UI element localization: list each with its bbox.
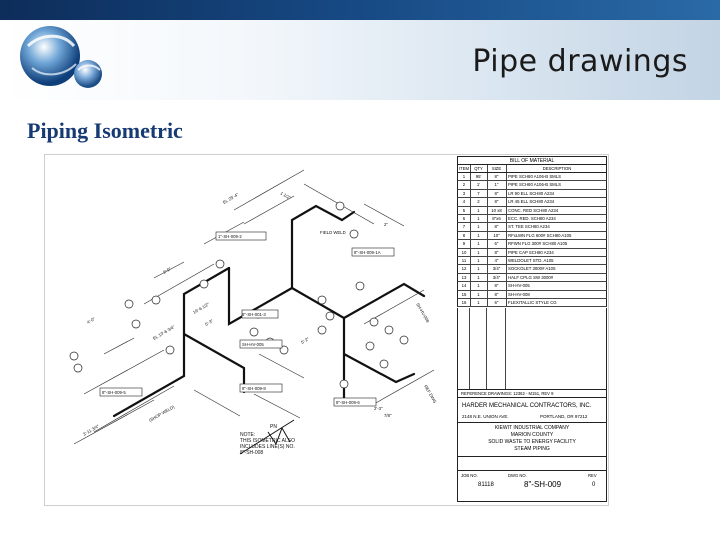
bom-desc-cell: PIPE SCH80 A106-B SMLS: [508, 182, 562, 188]
bom-desc-cell: SH-HV-008: [508, 291, 530, 297]
bom-size-cell: 8": [487, 291, 507, 298]
bom-desc-cell: RFWN FLG 300# SCH80 A105: [508, 241, 568, 247]
bom-qty-cell: 1: [470, 257, 488, 264]
drawing-note: NOTE: THIS ISOMETRIC ALSO INCLUDES LINE(S) NO. 8"-SH-008: [240, 432, 296, 456]
bom-desc-cell: SH-HV-005: [508, 283, 530, 289]
dimension-label: (SHOP WELD): [148, 404, 176, 423]
bom-item-cell: 7: [458, 223, 471, 230]
bom-item-cell: 3: [458, 190, 471, 197]
bom-header-row: ITEM QTY SIZE DESCRIPTION: [457, 165, 607, 173]
bom-item-cell: 14: [458, 282, 471, 289]
company-name: HARDER MECHANICAL CONTRACTORS, INC.: [462, 403, 592, 409]
bom-desc-cell: HALF CPLG SW 3000#: [508, 274, 554, 280]
globe-logo-icon: [14, 24, 110, 96]
dimension-label: EL 25'-4": [222, 191, 240, 205]
bom-row: [457, 198, 607, 206]
bom-row: [457, 190, 607, 198]
project-line: KIEWIT INDUSTRIAL COMPANY: [494, 425, 570, 431]
bom-size-cell: 6": [487, 299, 507, 306]
line-label: SH-HV-005: [242, 342, 264, 347]
job-no-label: JOB NO.: [461, 473, 478, 478]
bom-qty-cell: 2: [470, 198, 488, 205]
company-address: 2148 N.E. UNION AVE.: [462, 414, 509, 419]
isometric-drawing: [44, 154, 609, 506]
bom-size-cell: 8": [487, 173, 507, 180]
dimension-label: SH-HV-008: [415, 302, 431, 324]
bom-item-cell: 9: [458, 240, 471, 247]
bom-desc-cell: PIPE SCH80 A106-B SMLS: [508, 174, 562, 179]
line-label: 8"-SH-009-8: [242, 386, 266, 391]
dimension-label: 3'-0": [162, 266, 172, 275]
bom-size-cell: 3/4": [487, 265, 507, 272]
bom-size-cell: 10": [487, 232, 507, 239]
bom-qty-cell: 1: [470, 299, 488, 306]
bom-qty-cell: 1: [470, 240, 488, 247]
dimension-label: 2'-3": [374, 406, 383, 411]
bom-row: [457, 240, 607, 248]
bom-qty-cell: 1': [470, 181, 488, 188]
bom-qty-cell: 95': [470, 173, 488, 180]
bom-size-cell: 8": [487, 249, 507, 256]
bom-empty-rows: [457, 308, 607, 390]
line-label: 1"-SH-009-2: [218, 234, 242, 239]
bom-item-cell: 10: [458, 249, 471, 256]
rev-value: 0: [592, 482, 596, 488]
dimension-label: 3'-11 3/4": [82, 423, 100, 437]
bom-row: [457, 215, 607, 223]
bom-qty-cell: 1: [470, 223, 488, 230]
bom-qty-cell: 1: [470, 291, 488, 298]
bom-qty-cell: 1: [470, 215, 488, 222]
bom-size-cell: 8": [487, 223, 507, 230]
rev-label: REV: [588, 473, 597, 478]
bom-row: [457, 249, 607, 257]
north-arrow-label: PN: [270, 424, 277, 430]
bom-item-cell: 11: [458, 257, 471, 264]
bom-row: [457, 274, 607, 282]
bom-qty-cell: 7: [470, 190, 488, 197]
dwg-no-label: DWG NO.: [508, 473, 527, 478]
slide-header: [0, 0, 720, 100]
bom-desc-cell: ECC. RED. SCH80 A234: [508, 216, 556, 221]
dimension-label: REF DWG: [423, 384, 438, 405]
job-no: 81118: [478, 482, 494, 488]
project-line: MARION COUNTY: [510, 432, 554, 438]
bom-title: BILL OF MATERIAL: [457, 156, 607, 165]
bom-desc-cell: RFxLWN FLG 600# SCH80 A105: [508, 232, 572, 238]
bom-size-cell: 8": [487, 190, 507, 197]
bom-size-cell: 8": [487, 198, 507, 205]
bom-desc-cell: ST. TEE SCH80 A234: [508, 224, 550, 230]
bom-item-cell: 5: [458, 207, 471, 214]
bom-qty-cell: 1: [470, 282, 488, 289]
bom-qty-cell: 1: [470, 265, 488, 272]
header-top-bar: [0, 0, 720, 20]
bom-size-cell: 10 x8: [487, 207, 507, 214]
bom-desc-cell: FLEXITALLIC STYLE CG: [508, 300, 557, 305]
dimension-label: FIELD WELD: [320, 230, 346, 235]
bom-size-cell: 1": [487, 181, 507, 188]
bom-item-cell: 2: [458, 181, 471, 188]
project-line: SOLID WASTE TO ENERGY FACILITY: [488, 439, 576, 445]
bom-item-cell: 1: [458, 173, 471, 180]
project-line: STEAM PIPING: [514, 446, 550, 452]
bom-row: [457, 232, 607, 240]
bom-item-cell: 6: [458, 215, 471, 222]
dwg-no: 8"-SH-009: [524, 480, 562, 489]
bom-row: [457, 181, 607, 189]
bom-desc-cell: LR 90 ELL SCH80 A234: [508, 190, 555, 196]
bom-item-cell: 16: [458, 299, 471, 306]
dimension-label: 7/8": [384, 413, 392, 418]
bill-of-material: [457, 156, 607, 502]
bom-row: [457, 257, 607, 265]
line-label: 8"-SH-009-6: [336, 400, 360, 405]
bom-size-cell: 8": [487, 282, 507, 289]
line-label: 8"-SH-001-3: [242, 312, 266, 317]
bom-item-cell: 15: [458, 291, 471, 298]
bom-desc-cell: LR 45 ELL SCH80 A234: [508, 199, 555, 205]
bom-row: [457, 291, 607, 299]
line-label: 8"-SH-009-5: [102, 390, 126, 395]
dimension-label: 2": [384, 222, 388, 227]
bom-desc-cell: SOCKOLET 3000# A105: [508, 266, 556, 272]
bom-size-cell: 3/4": [487, 274, 507, 281]
bom-row: [457, 207, 607, 215]
line-label: 8"-SH-009-1A: [354, 250, 381, 255]
reference-drawings: REFERENCE DRAWINGS: 12362 - M151, REV 9: [457, 390, 607, 398]
bom-row: [457, 223, 607, 231]
bom-item-cell: 12: [458, 265, 471, 272]
dimension-label: 4'-0": [86, 316, 96, 325]
bom-qty-cell: 1: [470, 249, 488, 256]
bom-size-cell: 6": [487, 240, 507, 247]
bom-size-cell: 4": [487, 257, 507, 264]
dimension-label: 1 1/2": [279, 190, 292, 201]
bom-size-cell: 8"x6: [487, 215, 507, 222]
bom-qty-cell: 1: [470, 274, 488, 281]
company-city: PORTLAND, OR 97212: [540, 414, 588, 419]
dimension-label: 5'-3": [204, 318, 214, 327]
bom-row: [457, 173, 607, 181]
dimension-label: 16'-6 1/2": [192, 301, 211, 315]
slide-title: Pipe drawings: [472, 44, 688, 79]
bom-item-cell: 13: [458, 274, 471, 281]
dimension-label: 5'-2": [300, 336, 310, 345]
bom-item-cell: 8: [458, 232, 471, 239]
bom-qty-cell: 1: [470, 207, 488, 214]
bom-row: [457, 282, 607, 290]
bom-desc-cell: PIPE CAP SCH80 A234: [508, 249, 554, 255]
bom-desc-cell: WELDOLET STD. A105: [508, 258, 554, 263]
bom-qty-cell: 1: [470, 232, 488, 239]
slide-subtitle: Piping Isometric: [27, 118, 183, 143]
bom-row: [457, 265, 607, 273]
dimension-label: EL 13'-6 3/4": [152, 324, 176, 341]
bom-item-cell: 4: [458, 198, 471, 205]
title-block: [457, 398, 607, 502]
bom-desc-cell: CONC. RED SCH80 A234: [508, 207, 559, 213]
bom-row: [457, 299, 607, 307]
